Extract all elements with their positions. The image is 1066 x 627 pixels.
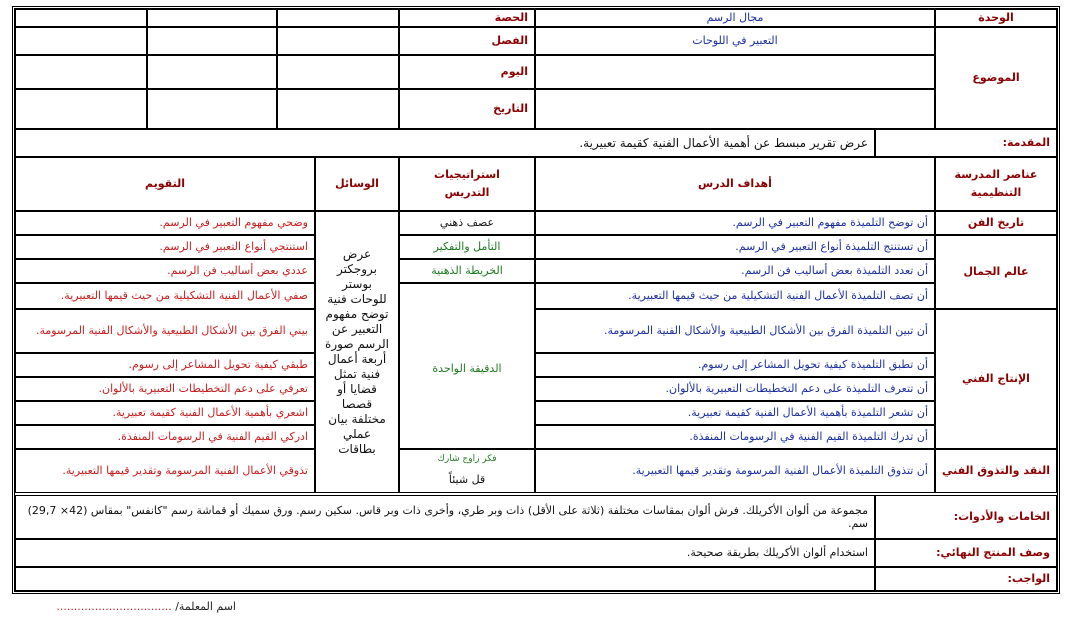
col-strategies: استراتيجيات التدريس bbox=[399, 157, 535, 211]
section-criticism: النقد والتذوق الفني bbox=[935, 449, 1057, 493]
class-label: الفصل bbox=[399, 27, 535, 55]
final-product-label: وصف المنتج النهائي: bbox=[875, 539, 1057, 567]
unit-value: مجال الرسم bbox=[535, 9, 935, 27]
strategy-reflection: التأمل والتفكير bbox=[399, 235, 535, 259]
homework-label: الواجب: bbox=[875, 567, 1057, 591]
day-cell-1 bbox=[277, 55, 399, 89]
teacher-dots: ................................. bbox=[56, 600, 172, 613]
col-objectives: أهداف الدرس bbox=[535, 157, 935, 211]
objective-row: أن تبين التلميذة الفرق بين الأشكال الطبيعية والأشكال الفنية المرسومة. bbox=[535, 309, 935, 353]
materials-label: الخامات والأدوات: bbox=[875, 495, 1057, 539]
intro-label: المقدمة: bbox=[875, 129, 1057, 157]
section-art-world: عالم الجمال bbox=[935, 235, 1057, 309]
date-label: التاريخ bbox=[399, 89, 535, 129]
session-label: الحصة bbox=[399, 9, 535, 27]
teacher-label: اسم المعلمة/ bbox=[175, 600, 236, 613]
strategy-brainstorm: عصف ذهني bbox=[399, 211, 535, 235]
date-cell-2 bbox=[147, 89, 277, 129]
evaluation-row: اشعري بأهمية الأعمال الفنية كقيمة تعبيرية. bbox=[15, 401, 315, 425]
class-cell-3 bbox=[15, 27, 147, 55]
materials-value: مجموعة من ألوان الأكريلك. فرش ألوان بمقاسات مختلفة (ثلاثة على الأقل) ذات وبر طري، وأخرى ذات وبر قاس. سكين رسم. ورق سميك أو قماشة رسم "كانفس" بمقاس (42× 29,7) سم. bbox=[15, 495, 875, 539]
day-label: اليوم bbox=[399, 55, 535, 89]
means-list: عرض بروجكتر بوستر للوحات فنية توضح مفهوم التعبير عن الرسم صورة أربعة أعمال فنية تمثل قضايا أو قصصا مختلفة بيان عملي بطاقات bbox=[315, 211, 399, 493]
class-cell-2 bbox=[147, 27, 277, 55]
objective-row: أن تطبق التلميذة كيفية تحويل المشاعر إلى رسوم. bbox=[535, 353, 935, 377]
strategy-say-something: قل شيئاً bbox=[399, 449, 535, 493]
evaluation-row: استنتجي أنواع التعبير في الرسم. bbox=[15, 235, 315, 259]
intro-value: عرض تقرير مبسط عن أهمية الأعمال الفنية كقيمة تعبيرية. bbox=[15, 129, 875, 157]
evaluation-row: بيني الفرق بين الأشكال الطبيعية والأشكال الفنية المرسومة. bbox=[15, 309, 315, 353]
strategy-think-pair-share: فكر زاوج شارك bbox=[399, 449, 535, 493]
topic-blank-1 bbox=[535, 55, 935, 89]
session-cell-2 bbox=[147, 9, 277, 27]
evaluation-row: عددي بعض أساليب فن الرسم. bbox=[15, 259, 315, 283]
final-product-value: استخدام ألوان الأكريلك بطريقة صحيحة. bbox=[15, 539, 875, 567]
topic-label: الموضوع bbox=[935, 27, 1057, 129]
evaluation-row: تعرفي على دعم التخطيطات التعبيرية بالألوان. bbox=[15, 377, 315, 401]
objective-row: أن تتعرف التلميذة على دعم التخطيطات التعبيرية بالألوان. bbox=[535, 377, 935, 401]
objective-row: أن تتذوق التلميذة الأعمال الفنية المرسومة وتقدير قيمها التعبيرية. bbox=[535, 449, 935, 493]
section-art-production: الإنتاج الفني bbox=[935, 309, 1057, 449]
day-cell-2 bbox=[147, 55, 277, 89]
lesson-plan-sheet bbox=[12, 6, 1060, 594]
objective-row: أن تشعر التلميذة بأهمية الأعمال الفنية كقيمة تعبيرية. bbox=[535, 401, 935, 425]
homework-value bbox=[15, 567, 875, 591]
topic-value: التعبير في اللوحات bbox=[535, 27, 935, 55]
objective-row: أن توضح التلميذة مفهوم التعبير في الرسم. bbox=[535, 211, 935, 235]
strategy-mind-map: الخريطة الذهنية bbox=[399, 259, 535, 283]
evaluation-row: ادركي القيم الفنية في الرسومات المنفذة. bbox=[15, 425, 315, 449]
col-means: الوسائل bbox=[315, 157, 399, 211]
evaluation-row: طبقي كيفية تحويل المشاعر إلى رسوم. bbox=[15, 353, 315, 377]
col-evaluation: التقويم bbox=[15, 157, 315, 211]
session-cell-3 bbox=[15, 9, 147, 27]
evaluation-row: صفي الأعمال الفنية التشكيلية من حيث قيمها التعبيرية. bbox=[15, 283, 315, 309]
objective-row: أن تعدد التلميذة بعض أساليب فن الرسم. bbox=[535, 259, 935, 283]
section-art-history: تاريخ الفن bbox=[935, 211, 1057, 235]
session-cell-1 bbox=[277, 9, 399, 27]
objective-row: أن تصف التلميذة الأعمال الفنية التشكيلية من حيث قيمها التعبيرية. bbox=[535, 283, 935, 309]
objective-row: أن تدرك التلميذة القيم الفنية في الرسومات المنفذة. bbox=[535, 425, 935, 449]
teacher-name-line bbox=[26, 600, 236, 613]
evaluation-row: تذوقي الأعمال الفنية المرسومة وتقدير قيمها التعبيرية. bbox=[15, 449, 315, 493]
col-elements: عناصر المدرسة التنظيمية bbox=[935, 157, 1057, 211]
strategy-one-minute: الدقيقة الواحدة bbox=[399, 283, 535, 449]
day-cell-3 bbox=[15, 55, 147, 89]
date-cell-1 bbox=[277, 89, 399, 129]
unit-label: الوحدة bbox=[935, 9, 1057, 27]
evaluation-row: وضحي مفهوم التعبير في الرسم. bbox=[15, 211, 315, 235]
topic-blank-2 bbox=[535, 89, 935, 129]
class-cell-1 bbox=[277, 27, 399, 55]
date-cell-3 bbox=[15, 89, 147, 129]
objective-row: أن تستنتج التلميذة أنواع التعبير في الرسم. bbox=[535, 235, 935, 259]
